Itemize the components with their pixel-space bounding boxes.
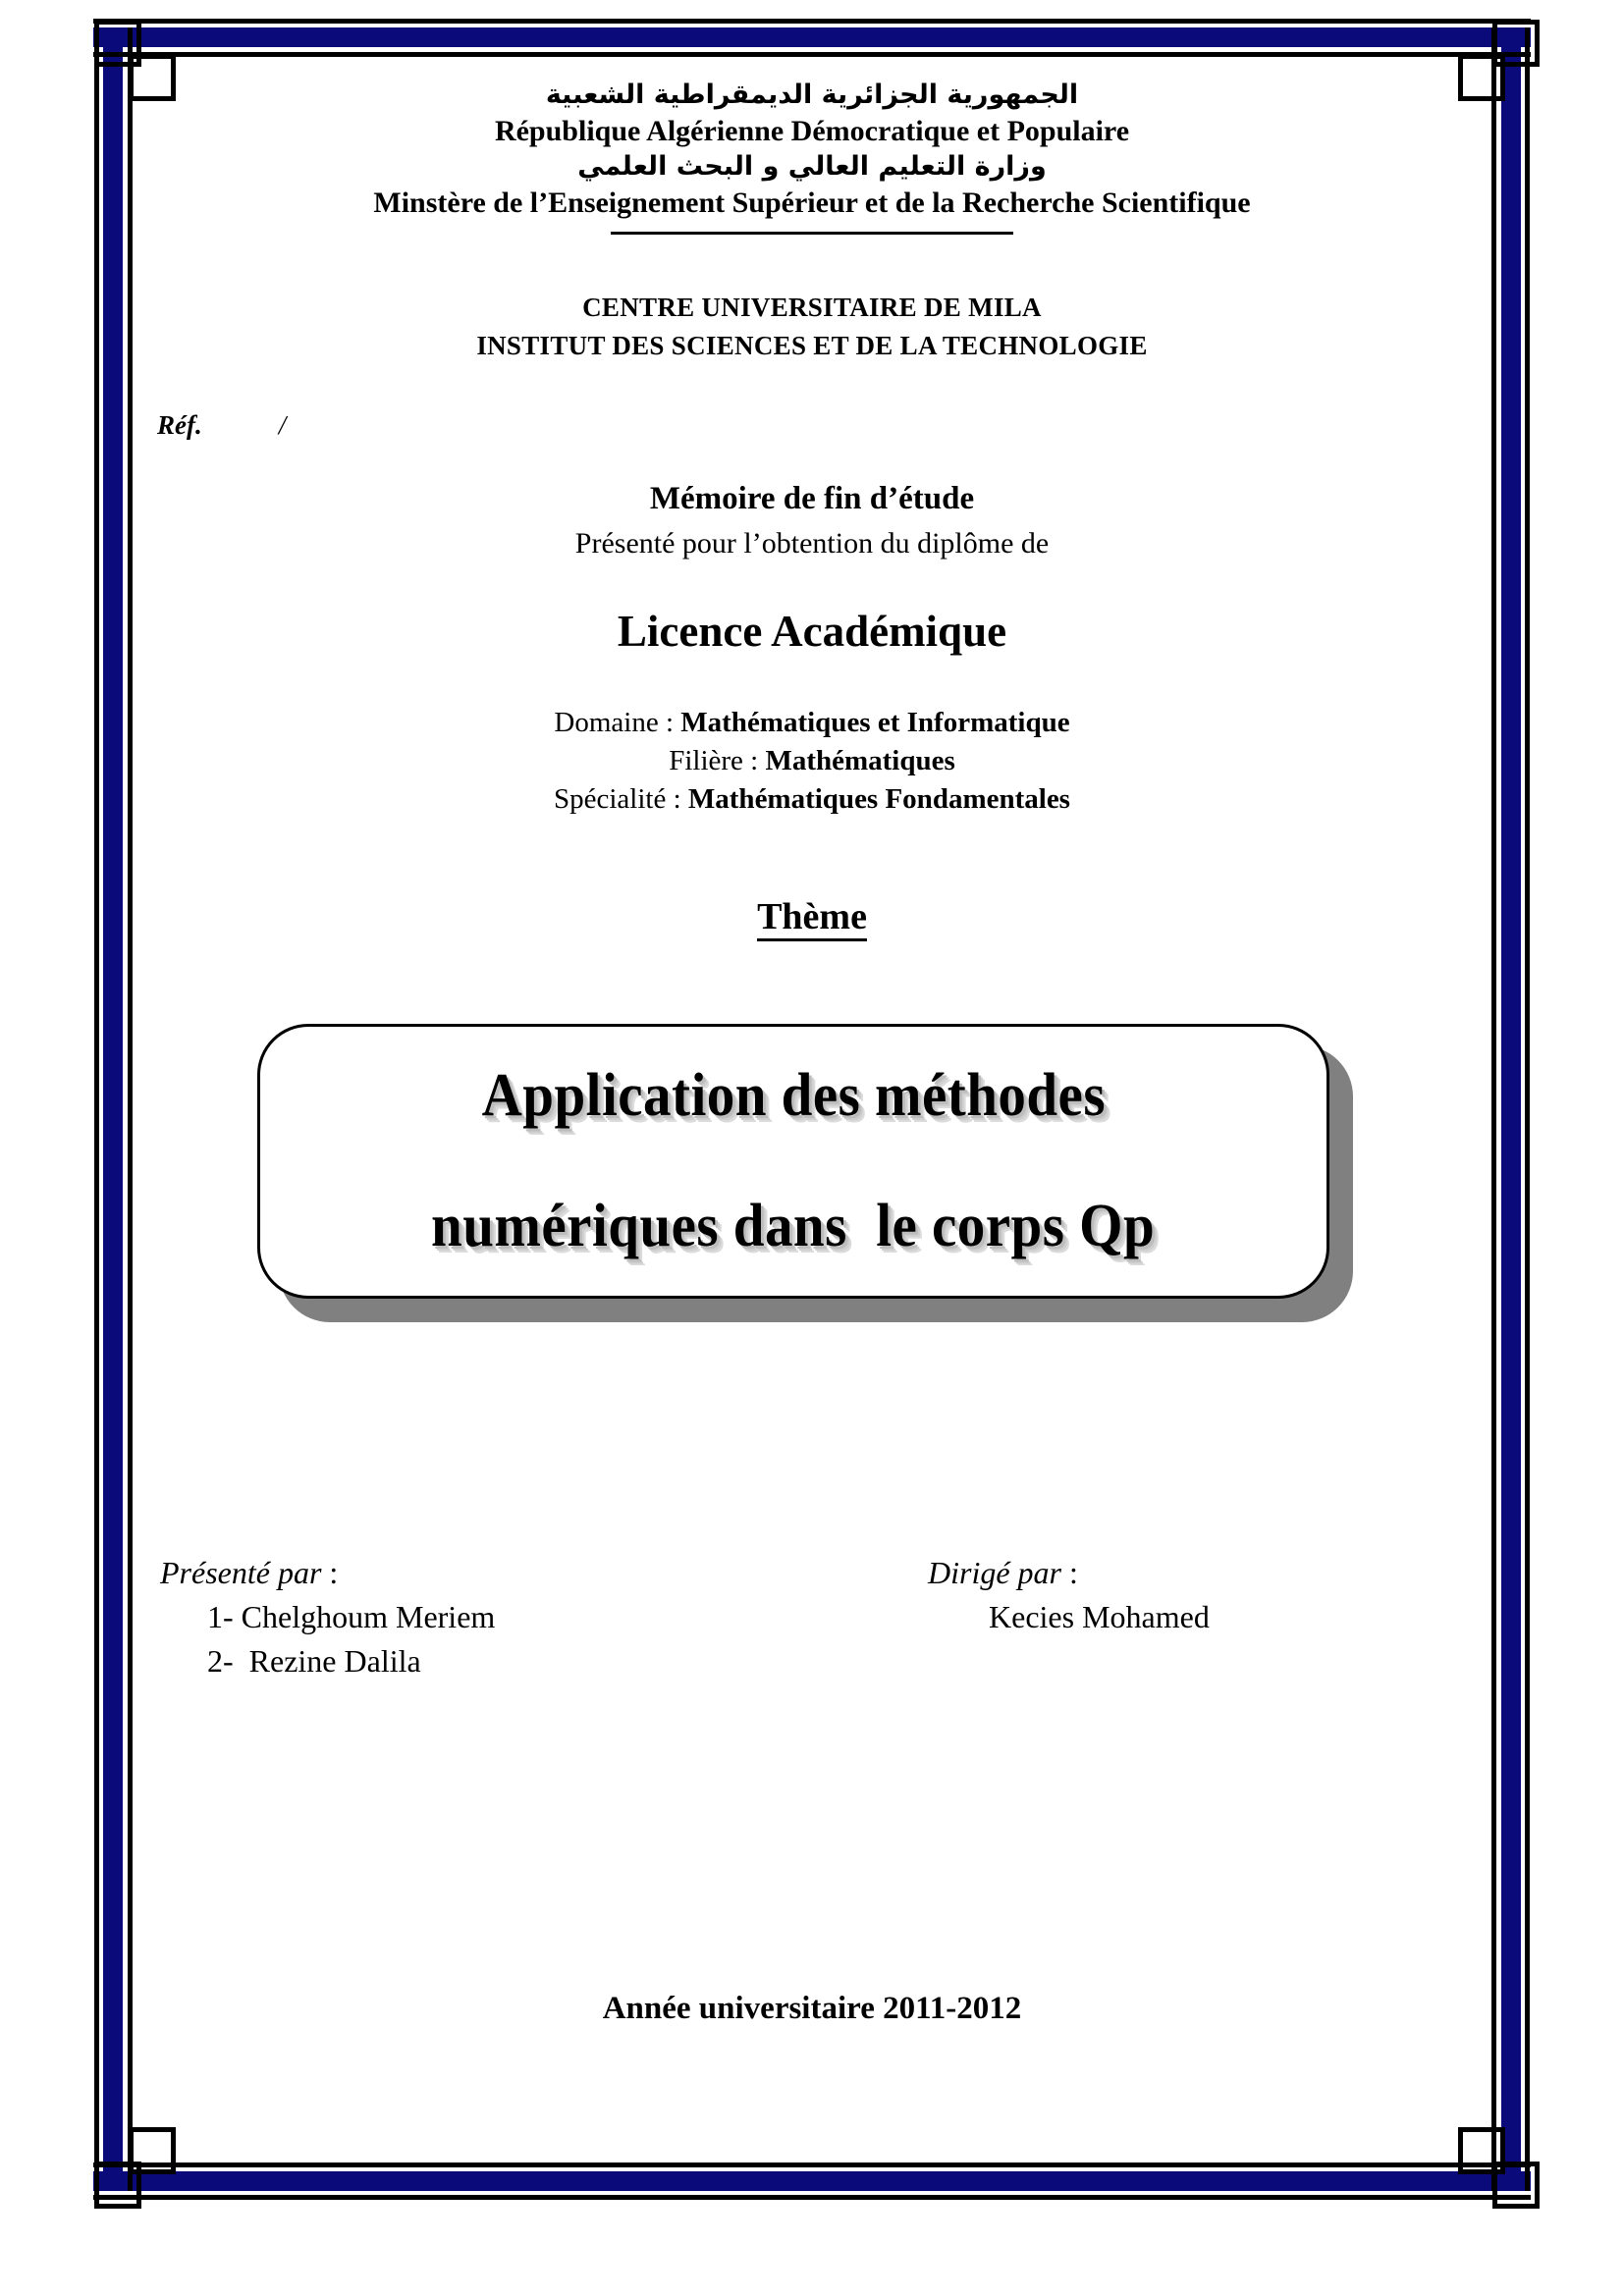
thesis-title-box	[257, 1024, 1347, 1318]
ministry-name-arabic: وزارة التعليم العالي و البحث العلمي	[577, 150, 1047, 182]
supervised-by-colon: :	[1061, 1555, 1078, 1590]
filiere-row	[223, 742, 1401, 780]
title-box-frame	[257, 1024, 1329, 1299]
presented-for-text: Présenté pour l’obtention du diplôme de	[574, 527, 1050, 560]
supervised-by-heading	[928, 1555, 1210, 1591]
country-name-french: République Algérienne Démocratique et Populaire	[494, 114, 1130, 147]
reference-label: Réf.	[157, 410, 202, 440]
reference-field	[157, 410, 286, 441]
ministry-name-french: Minstère de l’Enseignement Supérieur et de la Recherche Scientifique	[373, 186, 1251, 219]
thesis-title-line-1: Application des méthodes	[481, 1062, 1106, 1129]
domain-label: Domaine :	[554, 707, 681, 738]
specialite-label: Spécialité :	[554, 783, 688, 816]
thesis-title-line-2: numériques dans le corps Qp	[431, 1193, 1156, 1259]
domain-row	[223, 704, 1401, 742]
theme-heading-text: Thème	[757, 896, 867, 941]
diploma-block	[223, 481, 1401, 938]
student-name-2: 2- Rezine Dalila	[207, 1643, 421, 1679]
specialite-row	[223, 780, 1401, 819]
header-divider-rule	[611, 232, 1013, 235]
thesis-type-title: Mémoire de fin d’étude	[649, 481, 975, 516]
presented-by-colon: :	[321, 1555, 339, 1590]
theme-heading	[223, 895, 1401, 938]
presented-by-column	[160, 1555, 495, 1680]
academic-year: Année universitaire 2011-2012	[602, 1991, 1022, 2026]
university-center-name: CENTRE UNIVERSITAIRE DE MILA	[582, 293, 1042, 322]
reference-value: /	[278, 410, 287, 440]
student-name-1: 1- Chelghoum Meriem	[207, 1599, 496, 1634]
institute-name: INSTITUT DES SCIENCES ET DE LA TECHNOLOGIE	[476, 331, 1148, 361]
specialite-value: Mathématiques Fondamentales	[687, 783, 1070, 816]
official-header	[272, 79, 1352, 235]
filiere-label: Filière :	[669, 745, 766, 777]
degree-name: Licence Académique	[617, 607, 1007, 656]
domain-value: Mathématiques et Informatique	[680, 707, 1070, 738]
filiere-value: Mathématiques	[765, 745, 955, 777]
institution-block	[272, 289, 1352, 365]
program-details	[223, 704, 1401, 819]
supervised-by-label: Dirigé par	[928, 1555, 1061, 1590]
country-name-arabic: الجمهورية الجزائرية الديمقراطية الشعبية	[545, 80, 1079, 110]
presented-by-heading	[160, 1555, 495, 1591]
supervisor-name: Kecies Mohamed	[989, 1599, 1210, 1634]
presented-by-label: Présenté par	[160, 1555, 322, 1590]
supervised-by-column	[928, 1555, 1210, 1635]
